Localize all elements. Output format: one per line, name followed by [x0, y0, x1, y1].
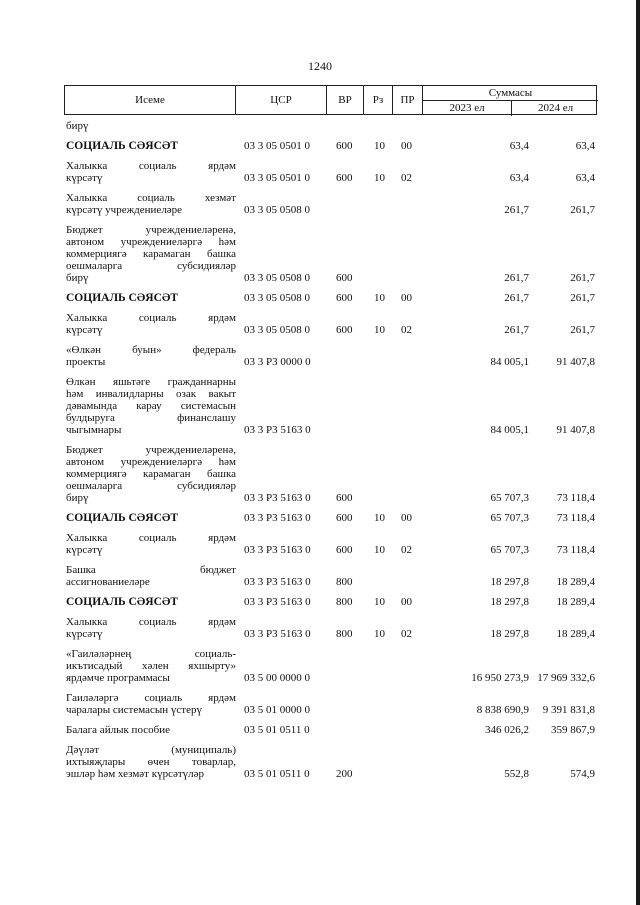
row-vr: 600 [336, 140, 353, 152]
row-sum-2024: 73 118,4 [556, 492, 595, 504]
row-name-line: коммерциягә карамаган башка [66, 468, 236, 480]
row-name-line: Бюджет учреждениеләренә, [66, 444, 236, 456]
row-name-line: һәм инвалидларны озак вакыт [66, 388, 236, 400]
header-year-2024: 2024 ел [511, 100, 599, 116]
row-sum-2023: 63,4 [509, 140, 529, 152]
row-rz: 10 [374, 292, 385, 304]
row-name [66, 532, 236, 556]
row-csr: 03 3 05 0508 0 [244, 292, 310, 304]
table-row [66, 153, 606, 185]
row-name [66, 344, 236, 368]
table-row [66, 305, 606, 337]
row-sum-2024: 91 407,8 [556, 356, 595, 368]
row-name-line: ассигнованиеләре [66, 576, 150, 588]
table-row [66, 217, 606, 285]
row-csr: 03 3 05 0501 0 [244, 172, 310, 184]
row-name-line: Гаиләләргә социаль ярдәм [66, 692, 236, 704]
row-csr: 03 3 P3 5163 0 [244, 424, 311, 436]
row-name [66, 192, 236, 216]
row-vr: 600 [336, 272, 353, 284]
row-vr: 600 [336, 172, 353, 184]
scan-edge-bar [636, 0, 640, 905]
header-rz: Рз [363, 86, 392, 114]
row-name-line: коммерциягә карамаган башка [66, 248, 236, 260]
row-name [66, 744, 236, 780]
row-sum-2024: 359 867,9 [551, 724, 595, 736]
row-name [66, 616, 236, 640]
table-row [66, 641, 606, 685]
row-name-line: «Өлкән буын» федераль [66, 344, 236, 356]
table-row [66, 285, 606, 305]
row-name-line: Балага айлык пособие [66, 724, 170, 736]
row-pr: 00 [401, 512, 412, 524]
table-body [66, 117, 606, 781]
row-sum-2024: 73 118,4 [556, 544, 595, 556]
row-sum-2023: 261,7 [504, 292, 529, 304]
table-row [66, 369, 606, 437]
header-sums-title: Суммасы [423, 86, 598, 101]
row-name-line: ярдәмче программасы [66, 672, 170, 684]
row-sum-2024: 18 289,4 [556, 628, 595, 640]
row-name [66, 376, 236, 436]
row-name [66, 692, 236, 716]
row-vr: 800 [336, 596, 353, 608]
row-rz: 10 [374, 512, 385, 524]
row-csr: 03 5 00 0000 0 [244, 672, 310, 684]
row-name-line: оешмаларга субсидияләр [66, 480, 236, 492]
row-name-line: икътисадый хәлен яхшырту» [66, 660, 236, 672]
row-sum-2024: 261,7 [570, 324, 595, 336]
row-sum-2024: 73 118,4 [556, 512, 595, 524]
row-pr: 02 [401, 172, 412, 184]
row-name [66, 160, 236, 184]
row-csr: 03 3 P3 5163 0 [244, 492, 311, 504]
row-name [66, 724, 236, 736]
row-name-line: Халыкка социаль ярдәм [66, 532, 236, 544]
row-sum-2023: 63,4 [509, 172, 529, 184]
row-sum-2024: 18 289,4 [556, 576, 595, 588]
row-name-line: Бюджет учреждениеләренә, [66, 224, 236, 236]
row-csr: 03 5 01 0511 0 [244, 768, 310, 780]
row-name-line: проекты [66, 356, 106, 368]
row-csr: 03 3 P3 5163 0 [244, 628, 311, 640]
row-sum-2023: 346 026,2 [485, 724, 529, 736]
row-name-line: булдыруга финанслашу [66, 412, 236, 424]
row-name-line: СОЦИАЛЬ СӘЯСӘТ [66, 140, 179, 152]
row-csr: 03 5 01 0511 0 [244, 724, 310, 736]
row-pr: 02 [401, 628, 412, 640]
row-name [66, 444, 236, 504]
row-name-line: автоном учреждениеләргә һәм [66, 456, 236, 468]
row-vr: 200 [336, 768, 353, 780]
row-name [66, 140, 236, 152]
row-pr: 02 [401, 544, 412, 556]
row-vr: 600 [336, 492, 353, 504]
row-name-line: эшләр һәм хезмәт күрсәтүләр [66, 768, 205, 780]
row-name [66, 564, 236, 588]
row-pr: 00 [401, 596, 412, 608]
row-csr: 03 5 01 0000 0 [244, 704, 310, 716]
row-name [66, 512, 236, 524]
row-name-line: күрсәтү [66, 172, 103, 184]
row-sum-2024: 261,7 [570, 272, 595, 284]
row-name [66, 292, 236, 304]
row-vr: 800 [336, 576, 353, 588]
row-name [66, 648, 236, 684]
header-year-2023: 2023 ел [449, 102, 485, 114]
row-pr: 00 [401, 292, 412, 304]
table-row [66, 717, 606, 737]
row-sum-2024: 63,4 [575, 140, 595, 152]
row-sum-2023: 84 005,1 [490, 424, 529, 436]
row-name-line: бирү [66, 492, 89, 504]
row-rz: 10 [374, 172, 385, 184]
table-row [66, 525, 606, 557]
row-name [66, 224, 236, 284]
row-name-line: күрсәтү [66, 324, 103, 336]
header-pr: ПР [392, 86, 422, 114]
table-row [66, 685, 606, 717]
row-vr: 800 [336, 628, 353, 640]
row-sum-2023: 16 950 273,9 [471, 672, 529, 684]
table-row [66, 437, 606, 505]
row-rz: 10 [374, 324, 385, 336]
row-rz: 10 [374, 628, 385, 640]
row-name-line: Халыкка социаль хезмәт [66, 192, 236, 204]
row-rz: 10 [374, 596, 385, 608]
row-name-line: ихтыяҗлары өчен товарлар, [66, 756, 236, 768]
row-name [66, 312, 236, 336]
row-name-line: СОЦИАЛЬ СӘЯСӘТ [66, 292, 179, 304]
row-rz: 10 [374, 544, 385, 556]
row-csr: 03 3 P3 5163 0 [244, 596, 311, 608]
table-row [66, 505, 606, 525]
row-name-line: Халыкка социаль ярдәм [66, 160, 236, 172]
row-name-line: автоном учреждениеләргә һәм [66, 236, 236, 248]
table-header [64, 85, 597, 115]
row-sum-2023: 65 707,3 [490, 512, 529, 524]
row-sum-2024: 261,7 [570, 292, 595, 304]
row-csr: 03 3 05 0508 0 [244, 272, 310, 284]
row-vr: 600 [336, 292, 353, 304]
row-sum-2024: 91 407,8 [556, 424, 595, 436]
row-name-line: бирү [66, 272, 89, 284]
table-row [66, 337, 606, 369]
row-sum-2023: 65 707,3 [490, 492, 529, 504]
row-name-line: оешмаларга субсидияләр [66, 260, 236, 272]
row-csr: 03 3 05 0501 0 [244, 140, 310, 152]
row-sum-2024: 17 969 332,6 [537, 672, 595, 684]
row-csr: 03 3 05 0508 0 [244, 324, 310, 336]
row-csr: 03 3 P3 5163 0 [244, 576, 311, 588]
row-vr: 600 [336, 512, 353, 524]
row-name-line: күрсәтү учреждениеләре [66, 204, 183, 216]
row-csr: 03 3 P3 0000 0 [244, 356, 311, 368]
row-name-line: СОЦИАЛЬ СӘЯСӘТ [66, 596, 179, 608]
row-name [66, 596, 236, 608]
row-name [66, 120, 236, 132]
table-row [66, 737, 606, 781]
row-sum-2024: 9 391 831,8 [542, 704, 595, 716]
row-name-line: чаралары системасын үстерү [66, 704, 202, 716]
row-pr: 00 [401, 140, 412, 152]
row-vr: 600 [336, 324, 353, 336]
row-name-line: Өлкән яшьтәге гражданнарны [66, 376, 236, 388]
table-row [66, 133, 606, 153]
row-csr: 03 3 P3 5163 0 [244, 544, 311, 556]
row-sum-2024: 63,4 [575, 172, 595, 184]
row-csr: 03 3 P3 5163 0 [244, 512, 311, 524]
row-rz: 10 [374, 140, 385, 152]
row-sum-2023: 84 005,1 [490, 356, 529, 368]
row-sum-2023: 18 297,8 [490, 628, 529, 640]
row-sum-2024: 261,7 [570, 204, 595, 216]
row-name-line: Халыкка социаль ярдәм [66, 616, 236, 628]
row-pr: 02 [401, 324, 412, 336]
row-name-line: СОЦИАЛЬ СӘЯСӘТ [66, 512, 179, 524]
header-vr: ВР [326, 86, 363, 114]
row-name-line: Дәүләт (муниципаль) [66, 744, 236, 756]
row-name-line: Халыкка социаль ярдәм [66, 312, 236, 324]
row-name-line: күрсәтү [66, 544, 103, 556]
row-sum-2023: 261,7 [504, 272, 529, 284]
row-sum-2023: 552,8 [504, 768, 529, 780]
row-name-line: күрсәтү [66, 628, 103, 640]
row-sum-2023: 18 297,8 [490, 576, 529, 588]
row-name-line: чыгымнары [66, 424, 122, 436]
row-sum-2023: 18 297,8 [490, 596, 529, 608]
row-sum-2023: 261,7 [504, 324, 529, 336]
row-sum-2023: 65 707,3 [490, 544, 529, 556]
row-sum-2023: 261,7 [504, 204, 529, 216]
row-csr: 03 3 05 0508 0 [244, 204, 310, 216]
row-name-line: «Гаиләләрнең социаль- [66, 648, 236, 660]
row-name-line: Башка бюджет [66, 564, 236, 576]
table-row [66, 557, 606, 589]
row-sum-2024: 574,9 [570, 768, 595, 780]
row-name-line: бирү [66, 120, 89, 132]
row-sum-2024: 18 289,4 [556, 596, 595, 608]
table-row [66, 589, 606, 609]
table-row [66, 117, 606, 133]
header-sums [422, 86, 598, 114]
page-number: 1240 [308, 59, 332, 73]
row-name-line: дәвамында карау системасын [66, 400, 236, 412]
row-vr: 600 [336, 544, 353, 556]
header-name: Исеме [135, 94, 165, 106]
row-sum-2023: 8 838 690,9 [476, 704, 529, 716]
table-row [66, 609, 606, 641]
header-csr: ЦСР [235, 86, 326, 114]
table-row [66, 185, 606, 217]
